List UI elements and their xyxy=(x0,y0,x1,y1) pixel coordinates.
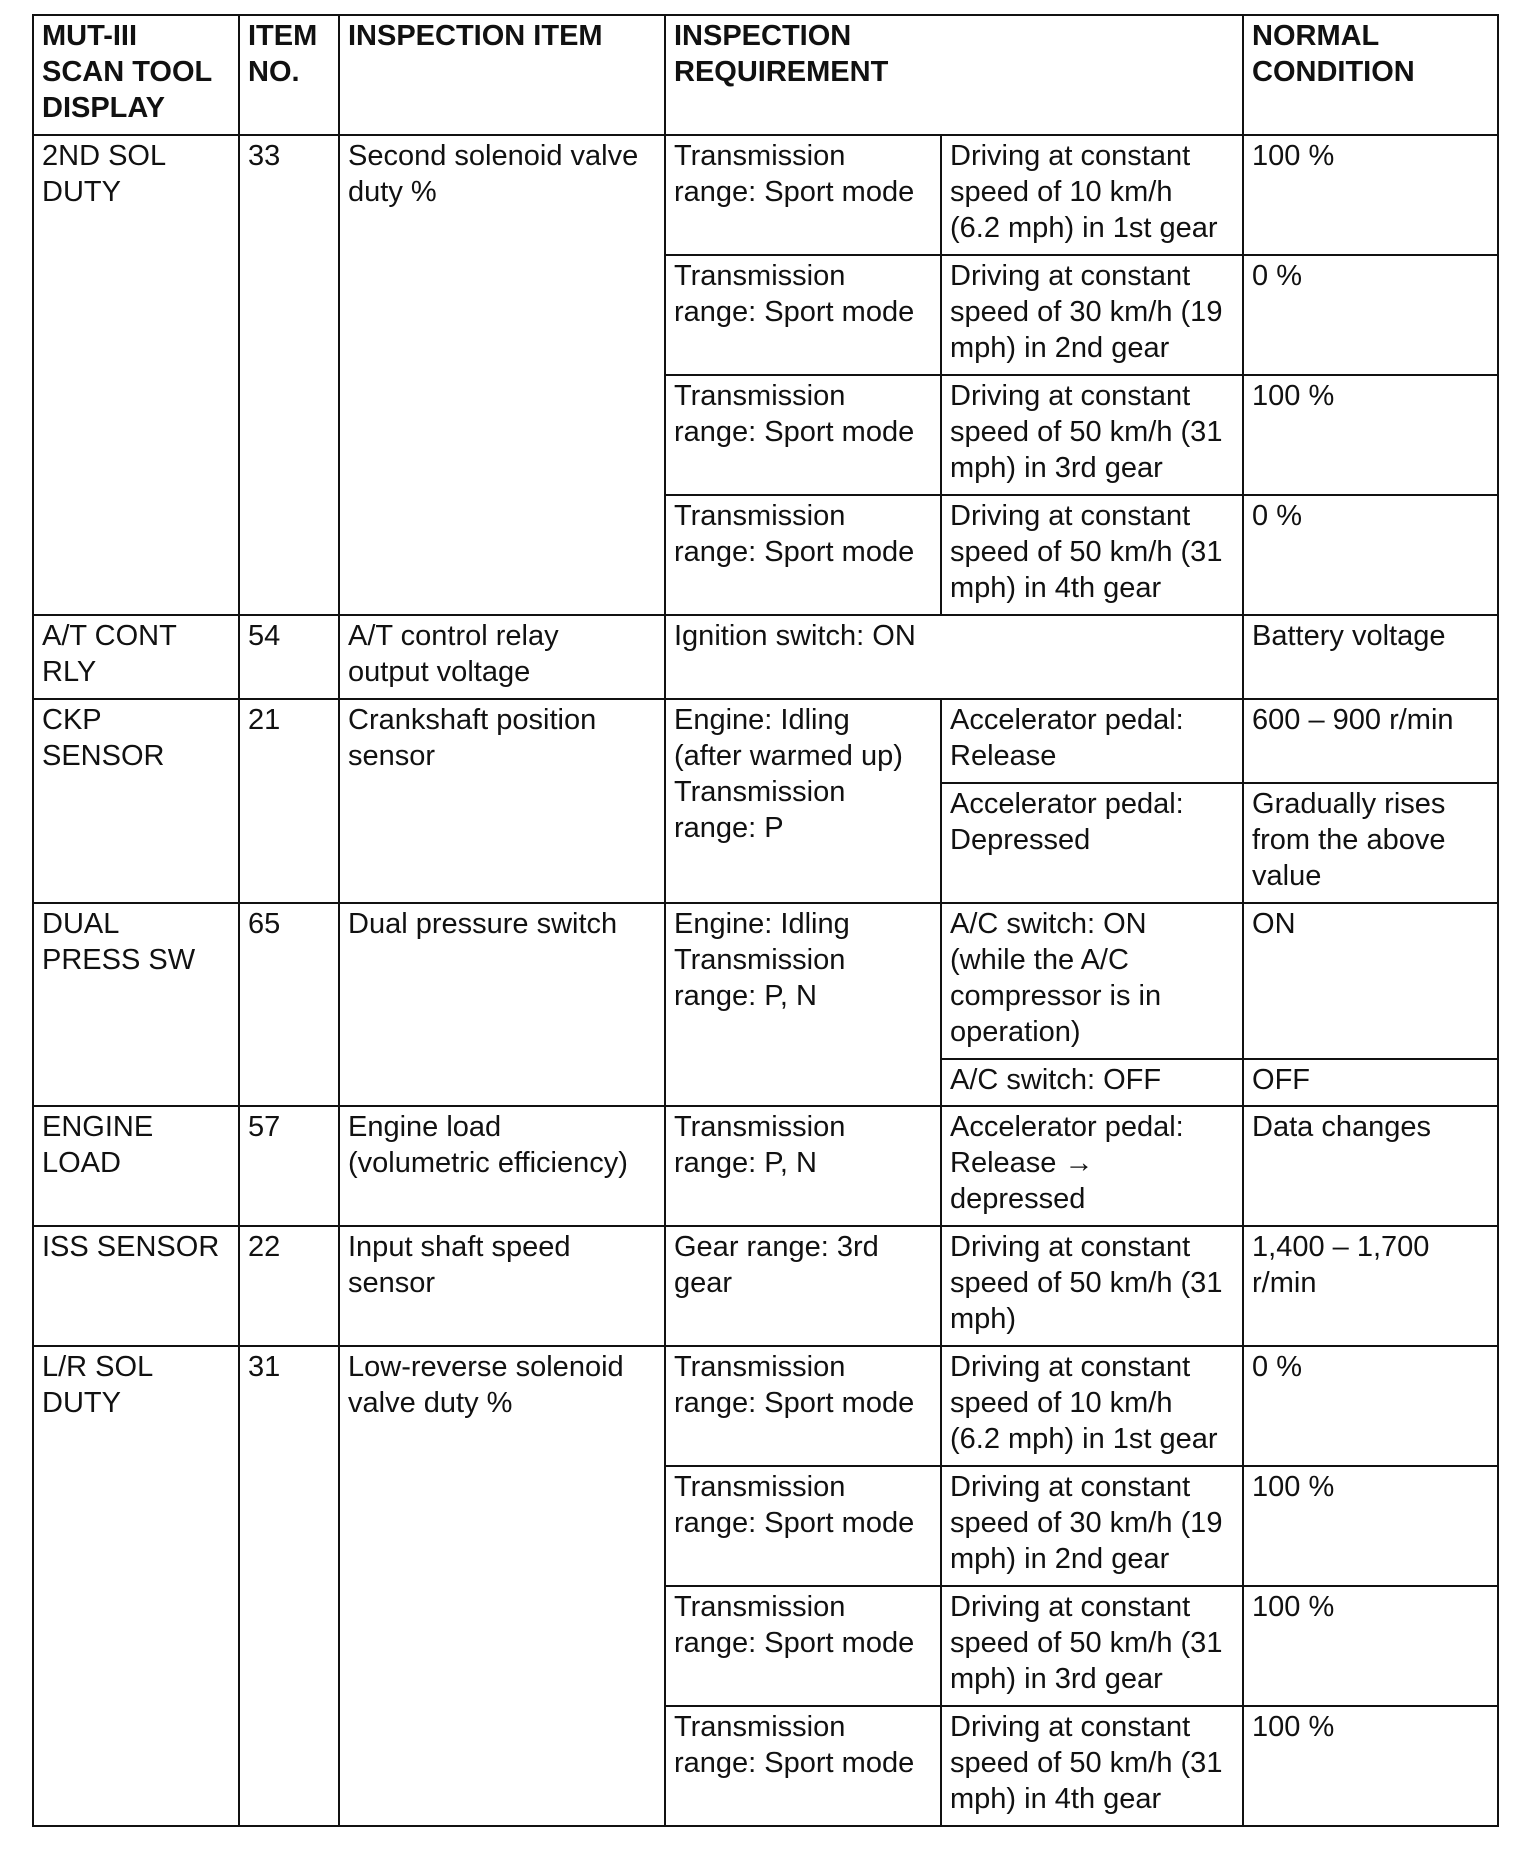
requirement-condition-cell: Transmission range: P, N xyxy=(665,1106,941,1226)
item-no-cell: 33 xyxy=(239,135,339,615)
inspection-item-cell: Low-reverse solenoid valve duty % xyxy=(339,1346,665,1826)
scan-tool-display-cell: L/R SOL DUTY xyxy=(33,1346,239,1826)
requirement-detail-cell: A/C switch: OFF xyxy=(941,1059,1243,1106)
normal-condition-cell: 100 % xyxy=(1243,1466,1498,1586)
header-scan-tool-display: MUT-III SCAN TOOL DISPLAY xyxy=(33,15,239,135)
requirement-condition-cell: Transmission range: Sport mode xyxy=(665,1586,941,1706)
table-row xyxy=(33,699,1498,783)
normal-condition-cell: OFF xyxy=(1243,1059,1498,1106)
normal-condition-cell: 0 % xyxy=(1243,255,1498,375)
item-no-cell: 22 xyxy=(239,1226,339,1346)
inspection-item-cell: Input shaft speed sensor xyxy=(339,1226,665,1346)
normal-condition-cell: 1,400 – 1,700 r/min xyxy=(1243,1226,1498,1346)
normal-condition-cell: Gradually rises from the above value xyxy=(1243,783,1498,903)
requirement-detail-cell: Driving at constant speed of 10 km/h (6.2 mph) in 1st gear xyxy=(941,1346,1243,1466)
requirement-detail-cell: Accelerator pedal: Depressed xyxy=(941,783,1243,903)
table-row xyxy=(33,1226,1498,1346)
requirement-condition-cell: Transmission range: Sport mode xyxy=(665,1706,941,1826)
item-no-cell: 31 xyxy=(239,1346,339,1826)
normal-condition-cell: 100 % xyxy=(1243,135,1498,255)
requirement-condition-cell: Transmission range: Sport mode xyxy=(665,375,941,495)
requirement-condition-cell: Transmission range: Sport mode xyxy=(665,1346,941,1466)
requirement-detail-cell: Driving at constant speed of 10 km/h (6.2 mph) in 1st gear xyxy=(941,135,1243,255)
header-inspection-item: INSPECTION ITEM xyxy=(339,15,665,135)
normal-condition-cell: 100 % xyxy=(1243,1586,1498,1706)
header-item-no: ITEM NO. xyxy=(239,15,339,135)
requirement-detail-cell: Driving at constant speed of 50 km/h (31 mph) in 4th gear xyxy=(941,1706,1243,1826)
requirement-condition-cell: Transmission range: Sport mode xyxy=(665,1466,941,1586)
normal-condition-cell: 0 % xyxy=(1243,1346,1498,1466)
scan-tool-display-cell: DUAL PRESS SW xyxy=(33,903,239,1106)
inspection-item-cell: Crankshaft position sensor xyxy=(339,699,665,903)
normal-condition-cell: 600 – 900 r/min xyxy=(1243,699,1498,783)
scan-tool-display-cell: ISS SENSOR xyxy=(33,1226,239,1346)
requirement-condition-cell: Engine: Idling (after warmed up) Transmission range: P xyxy=(665,699,941,903)
scan-tool-display-cell: 2ND SOL DUTY xyxy=(33,135,239,615)
requirement-detail-cell: A/C switch: ON (while the A/C compressor is in operation) xyxy=(941,903,1243,1059)
table-row xyxy=(33,903,1498,1059)
table-row xyxy=(33,135,1498,255)
inspection-item-cell: Engine load (volumetric efficiency) xyxy=(339,1106,665,1226)
requirement-condition-cell: Transmission range: Sport mode xyxy=(665,495,941,615)
inspection-item-cell: Second solenoid valve duty % xyxy=(339,135,665,615)
normal-condition-cell: 0 % xyxy=(1243,495,1498,615)
normal-condition-cell: Battery voltage xyxy=(1243,615,1498,699)
requirement-detail-cell: Accelerator pedal: Release xyxy=(941,699,1243,783)
normal-condition-cell: Data changes xyxy=(1243,1106,1498,1226)
inspection-table xyxy=(32,14,1499,1827)
requirement-detail-cell: Driving at constant speed of 50 km/h (31 mph) xyxy=(941,1226,1243,1346)
requirement-detail-cell: Driving at constant speed of 30 km/h (19 mph) in 2nd gear xyxy=(941,255,1243,375)
requirement-condition-cell: Transmission range: Sport mode xyxy=(665,255,941,375)
item-no-cell: 21 xyxy=(239,699,339,903)
scan-tool-display-cell: A/T CONT RLY xyxy=(33,615,239,699)
requirement-detail-cell: Driving at constant speed of 50 km/h (31 mph) in 4th gear xyxy=(941,495,1243,615)
requirement-condition-cell: Gear range: 3rd gear xyxy=(665,1226,941,1346)
normal-condition-cell: 100 % xyxy=(1243,1706,1498,1826)
header-normal-condition: NORMAL CONDITION xyxy=(1243,15,1498,135)
item-no-cell: 54 xyxy=(239,615,339,699)
table-header-row xyxy=(33,15,1498,135)
item-no-cell: 57 xyxy=(239,1106,339,1226)
requirement-condition-cell: Ignition switch: ON xyxy=(665,615,1243,699)
requirement-condition-cell: Transmission range: Sport mode xyxy=(665,135,941,255)
requirement-detail-cell: Driving at constant speed of 50 km/h (31 mph) in 3rd gear xyxy=(941,375,1243,495)
item-no-cell: 65 xyxy=(239,903,339,1106)
inspection-item-cell: A/T control relay output voltage xyxy=(339,615,665,699)
normal-condition-cell: ON xyxy=(1243,903,1498,1059)
requirement-detail-cell: Driving at constant speed of 50 km/h (31 mph) in 3rd gear xyxy=(941,1586,1243,1706)
requirement-condition-cell: Engine: Idling Transmission range: P, N xyxy=(665,903,941,1106)
normal-condition-cell: 100 % xyxy=(1243,375,1498,495)
requirement-detail-cell: Accelerator pedal: Release → depressed xyxy=(941,1106,1243,1226)
header-inspection-requirement: INSPECTION REQUIREMENT xyxy=(665,15,1243,135)
table-row xyxy=(33,615,1498,699)
scan-tool-display-cell: ENGINE LOAD xyxy=(33,1106,239,1226)
inspection-item-cell: Dual pressure switch xyxy=(339,903,665,1106)
requirement-detail-cell: Driving at constant speed of 30 km/h (19 mph) in 2nd gear xyxy=(941,1466,1243,1586)
scan-tool-display-cell: CKP SENSOR xyxy=(33,699,239,903)
table-row xyxy=(33,1346,1498,1466)
table-row xyxy=(33,1106,1498,1226)
